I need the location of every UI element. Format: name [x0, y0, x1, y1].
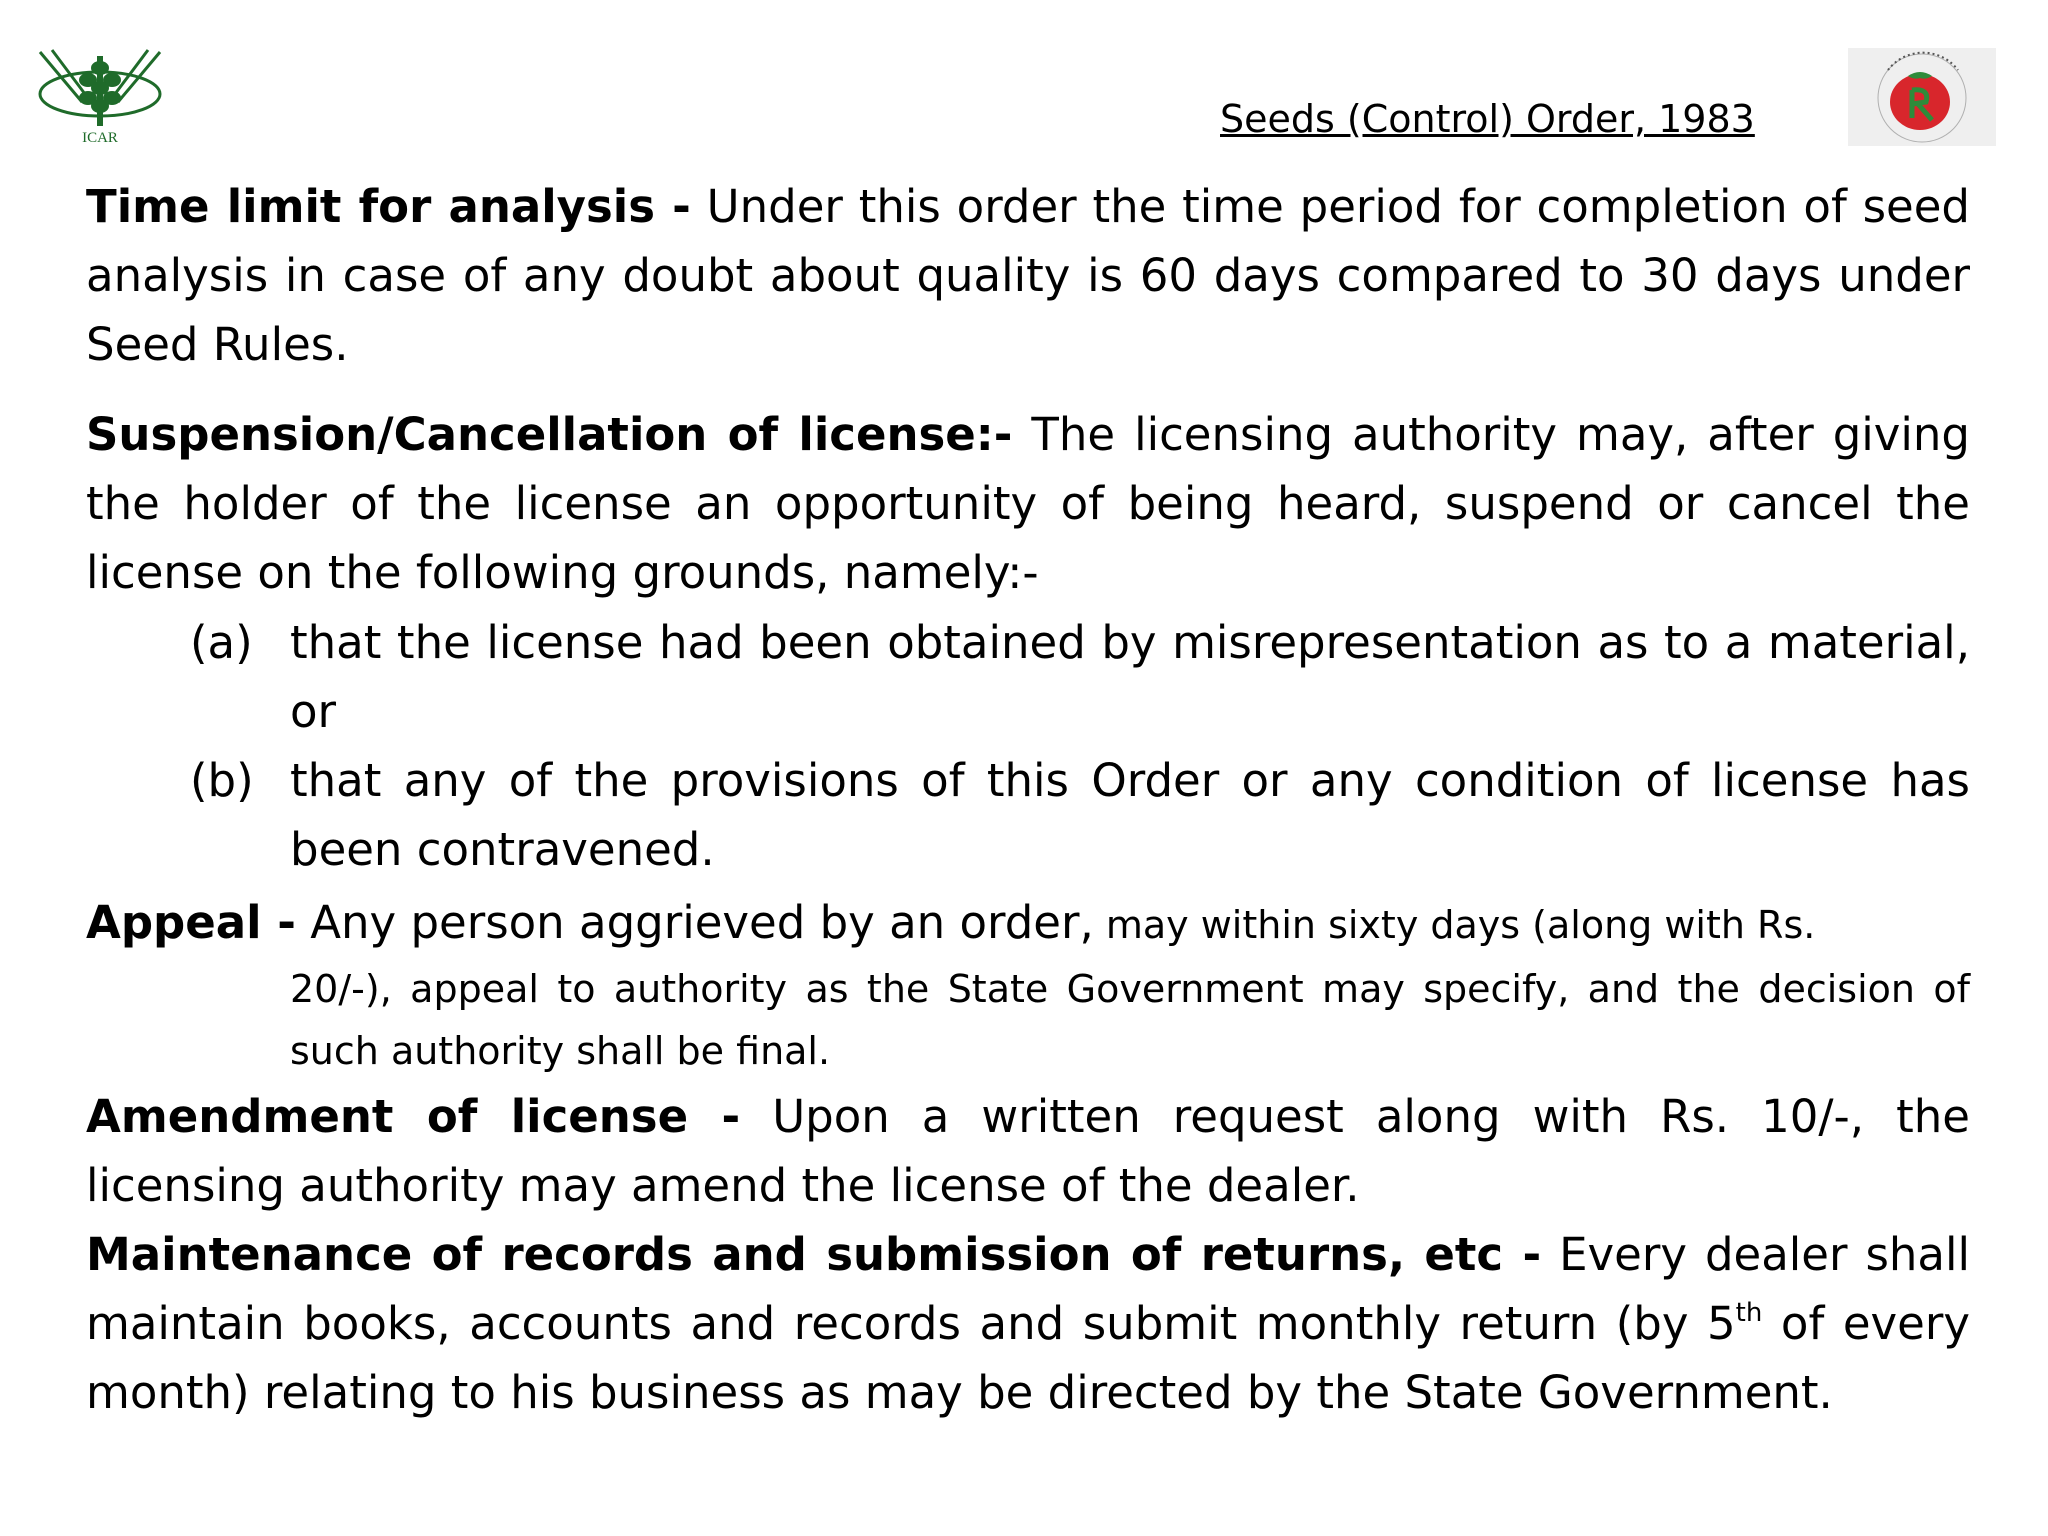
maintenance-text: Every dealer shall maintain books, accounts and records and submit monthly return (by 5: [86, 1228, 1970, 1350]
icar-logo-icon: [30, 46, 170, 146]
section-amendment: [86, 1082, 1970, 1220]
amendment-heading: Amendment of license -: [86, 1090, 741, 1143]
amendment-text: Upon a written request along with Rs. 10/-, the licensing authority may amend the license of the dealer.: [86, 1090, 1970, 1212]
list-item: [190, 746, 1970, 884]
list-item: [190, 608, 1970, 746]
appeal-continuation: 20/-), appeal to authority as the State Government may specify, and the decision of such authority shall be final.: [290, 967, 1970, 1073]
list-item-text: that the license had been obtained by misrepresentation as to a material, or: [290, 616, 1970, 738]
section-maintenance: [86, 1220, 1970, 1427]
maintenance-text-end: of every month) relating to his business as may be directed by the State Government.: [86, 1297, 1970, 1419]
list-item-label: (b): [190, 754, 254, 807]
appeal-text-small: may within sixty days (along with Rs.: [1093, 903, 1816, 947]
maintenance-heading: Maintenance of records and submission of returns, etc -: [86, 1228, 1542, 1281]
appeal-text: Any person aggrieved by an order,: [295, 896, 1094, 949]
time-limit-heading: Time limit for analysis -: [86, 180, 691, 233]
appeal-heading: Appeal -: [86, 896, 296, 949]
svg-text:ICAR: ICAR: [82, 130, 118, 146]
list-item-label: (a): [190, 616, 253, 669]
list-item-text: that any of the provisions of this Order or any condition of license has been contravened.: [290, 754, 1970, 876]
iivr-logo-icon: [1848, 48, 1996, 146]
suspension-text: The licensing authority may, after giving the holder of the license an opportunity of being heard, suspend or cancel the license on the following grounds, namely:-: [86, 408, 1970, 599]
section-time-limit: [86, 172, 1970, 379]
superscript: th: [1735, 1298, 1763, 1328]
suspension-heading: Suspension/Cancellation of license:-: [86, 408, 1013, 461]
time-limit-text: Under this order the time period for completion of seed analysis in case of any doubt about quality is 60 days compared to 30 days under Seed Rules.: [86, 180, 1970, 371]
section-appeal: [86, 888, 1970, 960]
section-suspension: [86, 400, 1970, 607]
page-title: Seeds (Control) Order, 1983: [1220, 97, 1755, 141]
